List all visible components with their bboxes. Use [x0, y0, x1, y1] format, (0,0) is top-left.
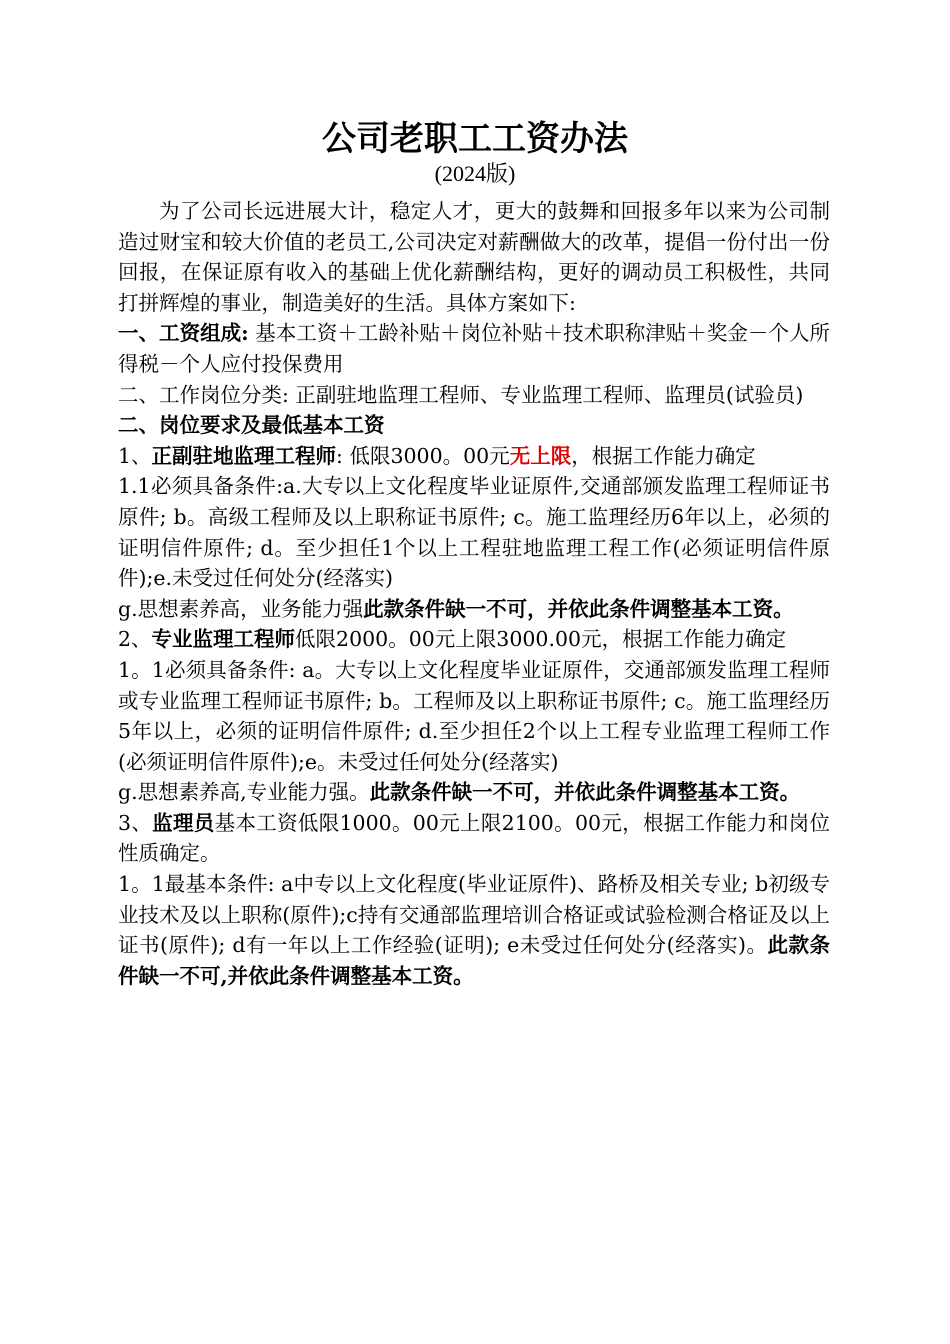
role-specialist-engineer: 2、专业监理工程师低限2000。00元上限3000.00元，根据工作能力确定 [118, 627, 787, 652]
role-name: 正副驻地监理工程师 [151, 443, 337, 468]
no-upper-limit-highlight: 无上限 [509, 443, 572, 468]
role-name: 监理员 [152, 810, 215, 835]
emphasis-text: 此款条件缺一不可,并依此条件调整基本工资。 [118, 933, 830, 988]
intro-paragraph: 为了公司长远进展大计，稳定人才，更大的鼓舞和回报多年以来为公司制造过财宝和较大价值的老员工,公司决定对薪酬做大的改革，提倡一份付出一份回报，在保证原有收入的基础上优化薪酬结构，更好的调动员工积极性，共同打拼辉煌的事业，制造美好的生活。具体方案如下: [118, 199, 830, 315]
role-resident-engineer-requirements: 1.1必须具备条件:a.大专以上文化程度毕业证原件,交通部颁发监理工程师证书原件; b。高级工程师及以上职称证书原件; c。施工监理经历6年以上，必须的证明信件原件; d。至少担任1个以上工程驻地监理工程工作(必须证明信件原件);e.未受过任何处分(经落实) [118, 474, 830, 591]
emphasis-text: 此款条件缺一不可，并依此条件调整基本工资。 [369, 780, 801, 805]
section-heading: 一、工资组成: [118, 321, 249, 346]
emphasis-text: 此款条件缺一不可，并依此条件调整基本工资。 [363, 596, 794, 621]
section-text: 基本工资＋工龄补贴＋岗位补贴＋技术职称津贴＋奖金－个人所得税－个人应付投保费用 [118, 321, 830, 376]
role-name: 专业监理工程师 [151, 627, 296, 652]
section-job-categories: 二、工作岗位分类: 正副驻地监理工程师、专业监理工程师、监理员(试验员) [118, 382, 804, 407]
role-supervisor-requirements: 1。1最基本条件: a中专以上文化程度(毕业证原件)、路桥及相关专业; b初级专业技术及以上职称(原件);c持有交通部监理培训合格证或试验检测合格证及以上证书(原件); d有一年以上工作经验(证明); e未受过任何处分(经落实)。此款条件缺一不可,并依此条件调整基本工资。 [118, 872, 830, 988]
document-title: 公司老职工工资办法 [322, 119, 628, 159]
role-specialist-engineer-note: g.思想素养高,专业能力强。此款条件缺一不可，并依此条件调整基本工资。 [118, 780, 801, 805]
role-supervisor: 3、监理员基本工资低限1000。00元上限2100。00元，根据工作能力和岗位性质确定。 [118, 810, 831, 866]
role-resident-engineer: 1、正副驻地监理工程师: 低限3000。00元无上限，根据工作能力确定 [118, 443, 756, 468]
document-subtitle: (2024版) [434, 161, 516, 186]
section-requirements-heading: 二、岗位要求及最低基本工资 [118, 413, 385, 438]
document-body [118, 196, 830, 991]
role-resident-engineer-note: g.思想素养高，业务能力强此款条件缺一不可，并依此条件调整基本工资。 [118, 596, 794, 621]
section-salary-composition [118, 318, 830, 379]
role-specialist-engineer-requirements: 1。1必须具备条件: a。大专以上文化程度毕业证原件，交通部颁发监理工程师或专业监理工程师证书原件; b。工程师及以上职称证书原件; c。施工监理经历5年以上，必须的证明信件原件; d.至少担任2个以上工程专业监理工程师工作(必须证明信件原件);e。未受过任何处分(经落实) [118, 657, 830, 774]
